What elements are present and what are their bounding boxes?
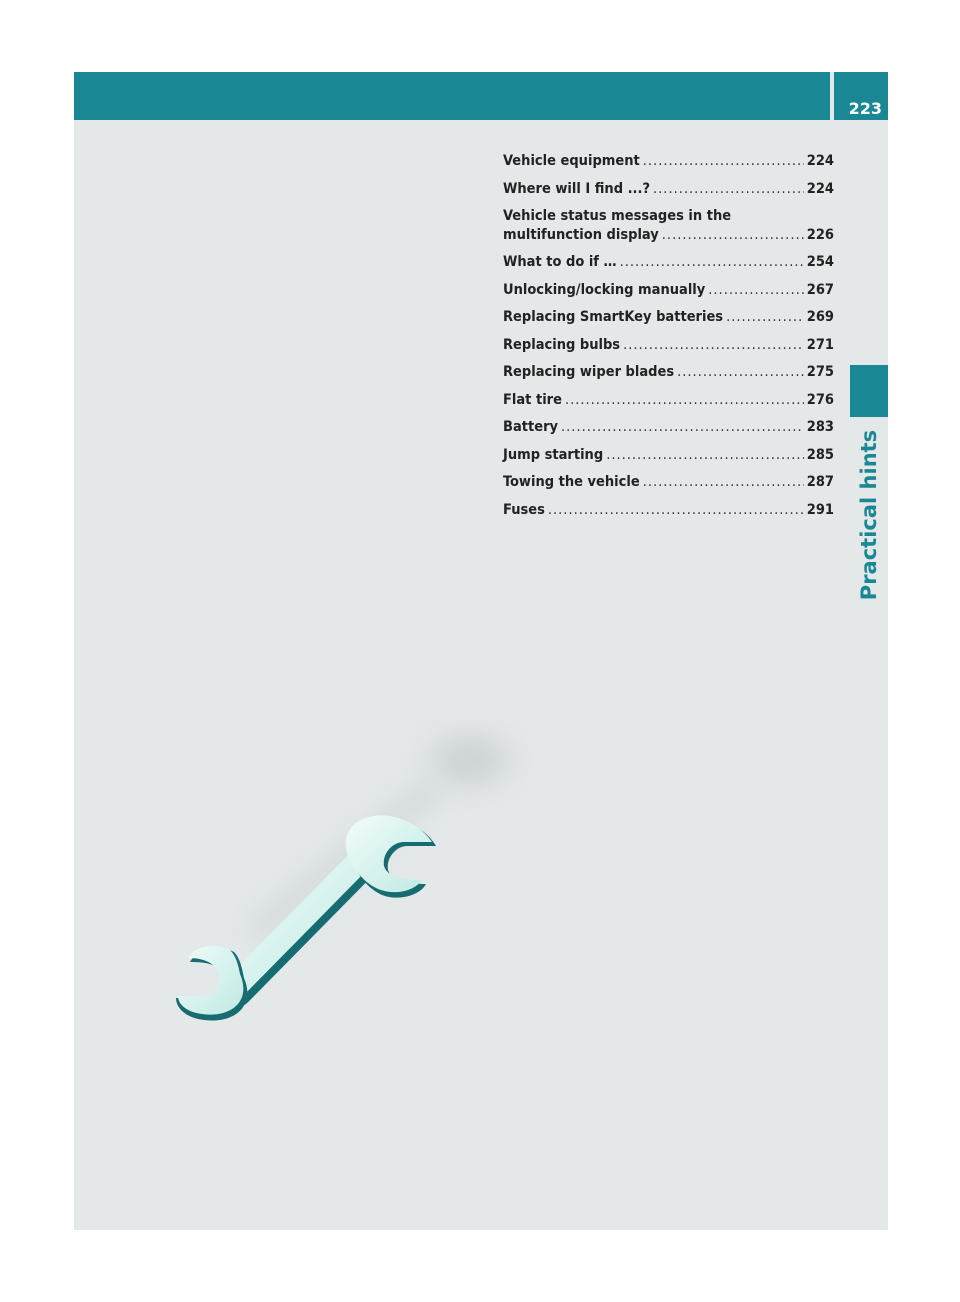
toc-entry-page: 224 [806,180,834,197]
toc-entry-page: 276 [806,391,834,408]
toc-entry-page: 275 [806,364,834,380]
toc-leader-dots [620,253,804,272]
toc-entry-page: 224 [806,153,834,169]
toc-entry-title-line1: Vehicle status messages in the [503,208,732,224]
table-of-contents [503,152,834,528]
toc-leader-dots [643,152,804,171]
side-tab[interactable] [845,430,893,600]
toc-entry-page: 285 [806,446,834,463]
wrench-icon [150,720,550,1050]
header-bar [74,72,830,120]
toc-entry-page: 271 [806,336,834,353]
side-tab-label: Practical hints [857,429,881,601]
toc-leader-dots [653,180,804,199]
toc-entry-vehicle-status-messages[interactable] [503,207,834,244]
toc-entry-title: Replacing SmartKey batteries [503,309,724,325]
toc-entry-page: 287 [806,474,834,490]
toc-entry-title: Fuses [503,501,545,518]
toc-leader-dots [565,391,804,410]
toc-entry-battery[interactable] [503,418,834,437]
toc-leader-dots [708,281,804,300]
toc-entry-page: 269 [806,309,834,325]
toc-leader-dots [606,446,804,465]
toc-entry-jump-starting[interactable] [503,446,834,465]
toc-entry-title: Flat tire [503,391,562,408]
toc-entry-vehicle-equipment[interactable] [503,152,834,171]
toc-entry-where-will-i-find[interactable] [503,180,834,199]
toc-leader-dots [726,308,804,327]
toc-entry-wiper-blades[interactable] [503,363,834,382]
toc-leader-dots [623,336,804,355]
toc-leader-dots [561,418,804,437]
toc-entry-title: Replacing wiper blades [503,364,675,380]
toc-entry-title: Battery [503,419,559,435]
toc-entry-page: 254 [806,254,834,270]
toc-leader-dots [662,226,804,245]
toc-entry-title: What to do if … [503,254,617,270]
toc-entry-fuses[interactable] [503,501,834,520]
toc-entry-page: 267 [806,281,834,298]
toc-entry-title: Unlocking/locking manually [503,281,706,298]
toc-entry-what-to-do-if[interactable] [503,253,834,272]
side-tab-marker [850,365,888,417]
toc-entry-title: multifunction display [503,226,659,243]
toc-entry-page: 291 [806,501,834,518]
toc-entry-page: 226 [806,226,834,243]
toc-entry-smartkey-batteries[interactable] [503,308,834,327]
toc-entry-title: Vehicle equipment [503,153,640,169]
toc-entry-unlocking-locking[interactable] [503,281,834,300]
toc-entry-title: Where will I find ...? [503,180,651,197]
toc-entry-title: Replacing bulbs [503,336,621,353]
toc-leader-dots [548,501,804,520]
toc-entry-towing[interactable] [503,473,834,492]
toc-entry-page: 283 [806,419,834,435]
toc-entry-flat-tire[interactable] [503,391,834,410]
toc-entry-replacing-bulbs[interactable] [503,336,834,355]
page-number-box [834,72,888,120]
page-number: 223 [848,99,882,118]
toc-leader-dots [677,363,804,382]
toc-entry-title: Jump starting [503,446,604,463]
toc-leader-dots [643,473,804,492]
toc-entry-title: Towing the vehicle [503,474,640,490]
